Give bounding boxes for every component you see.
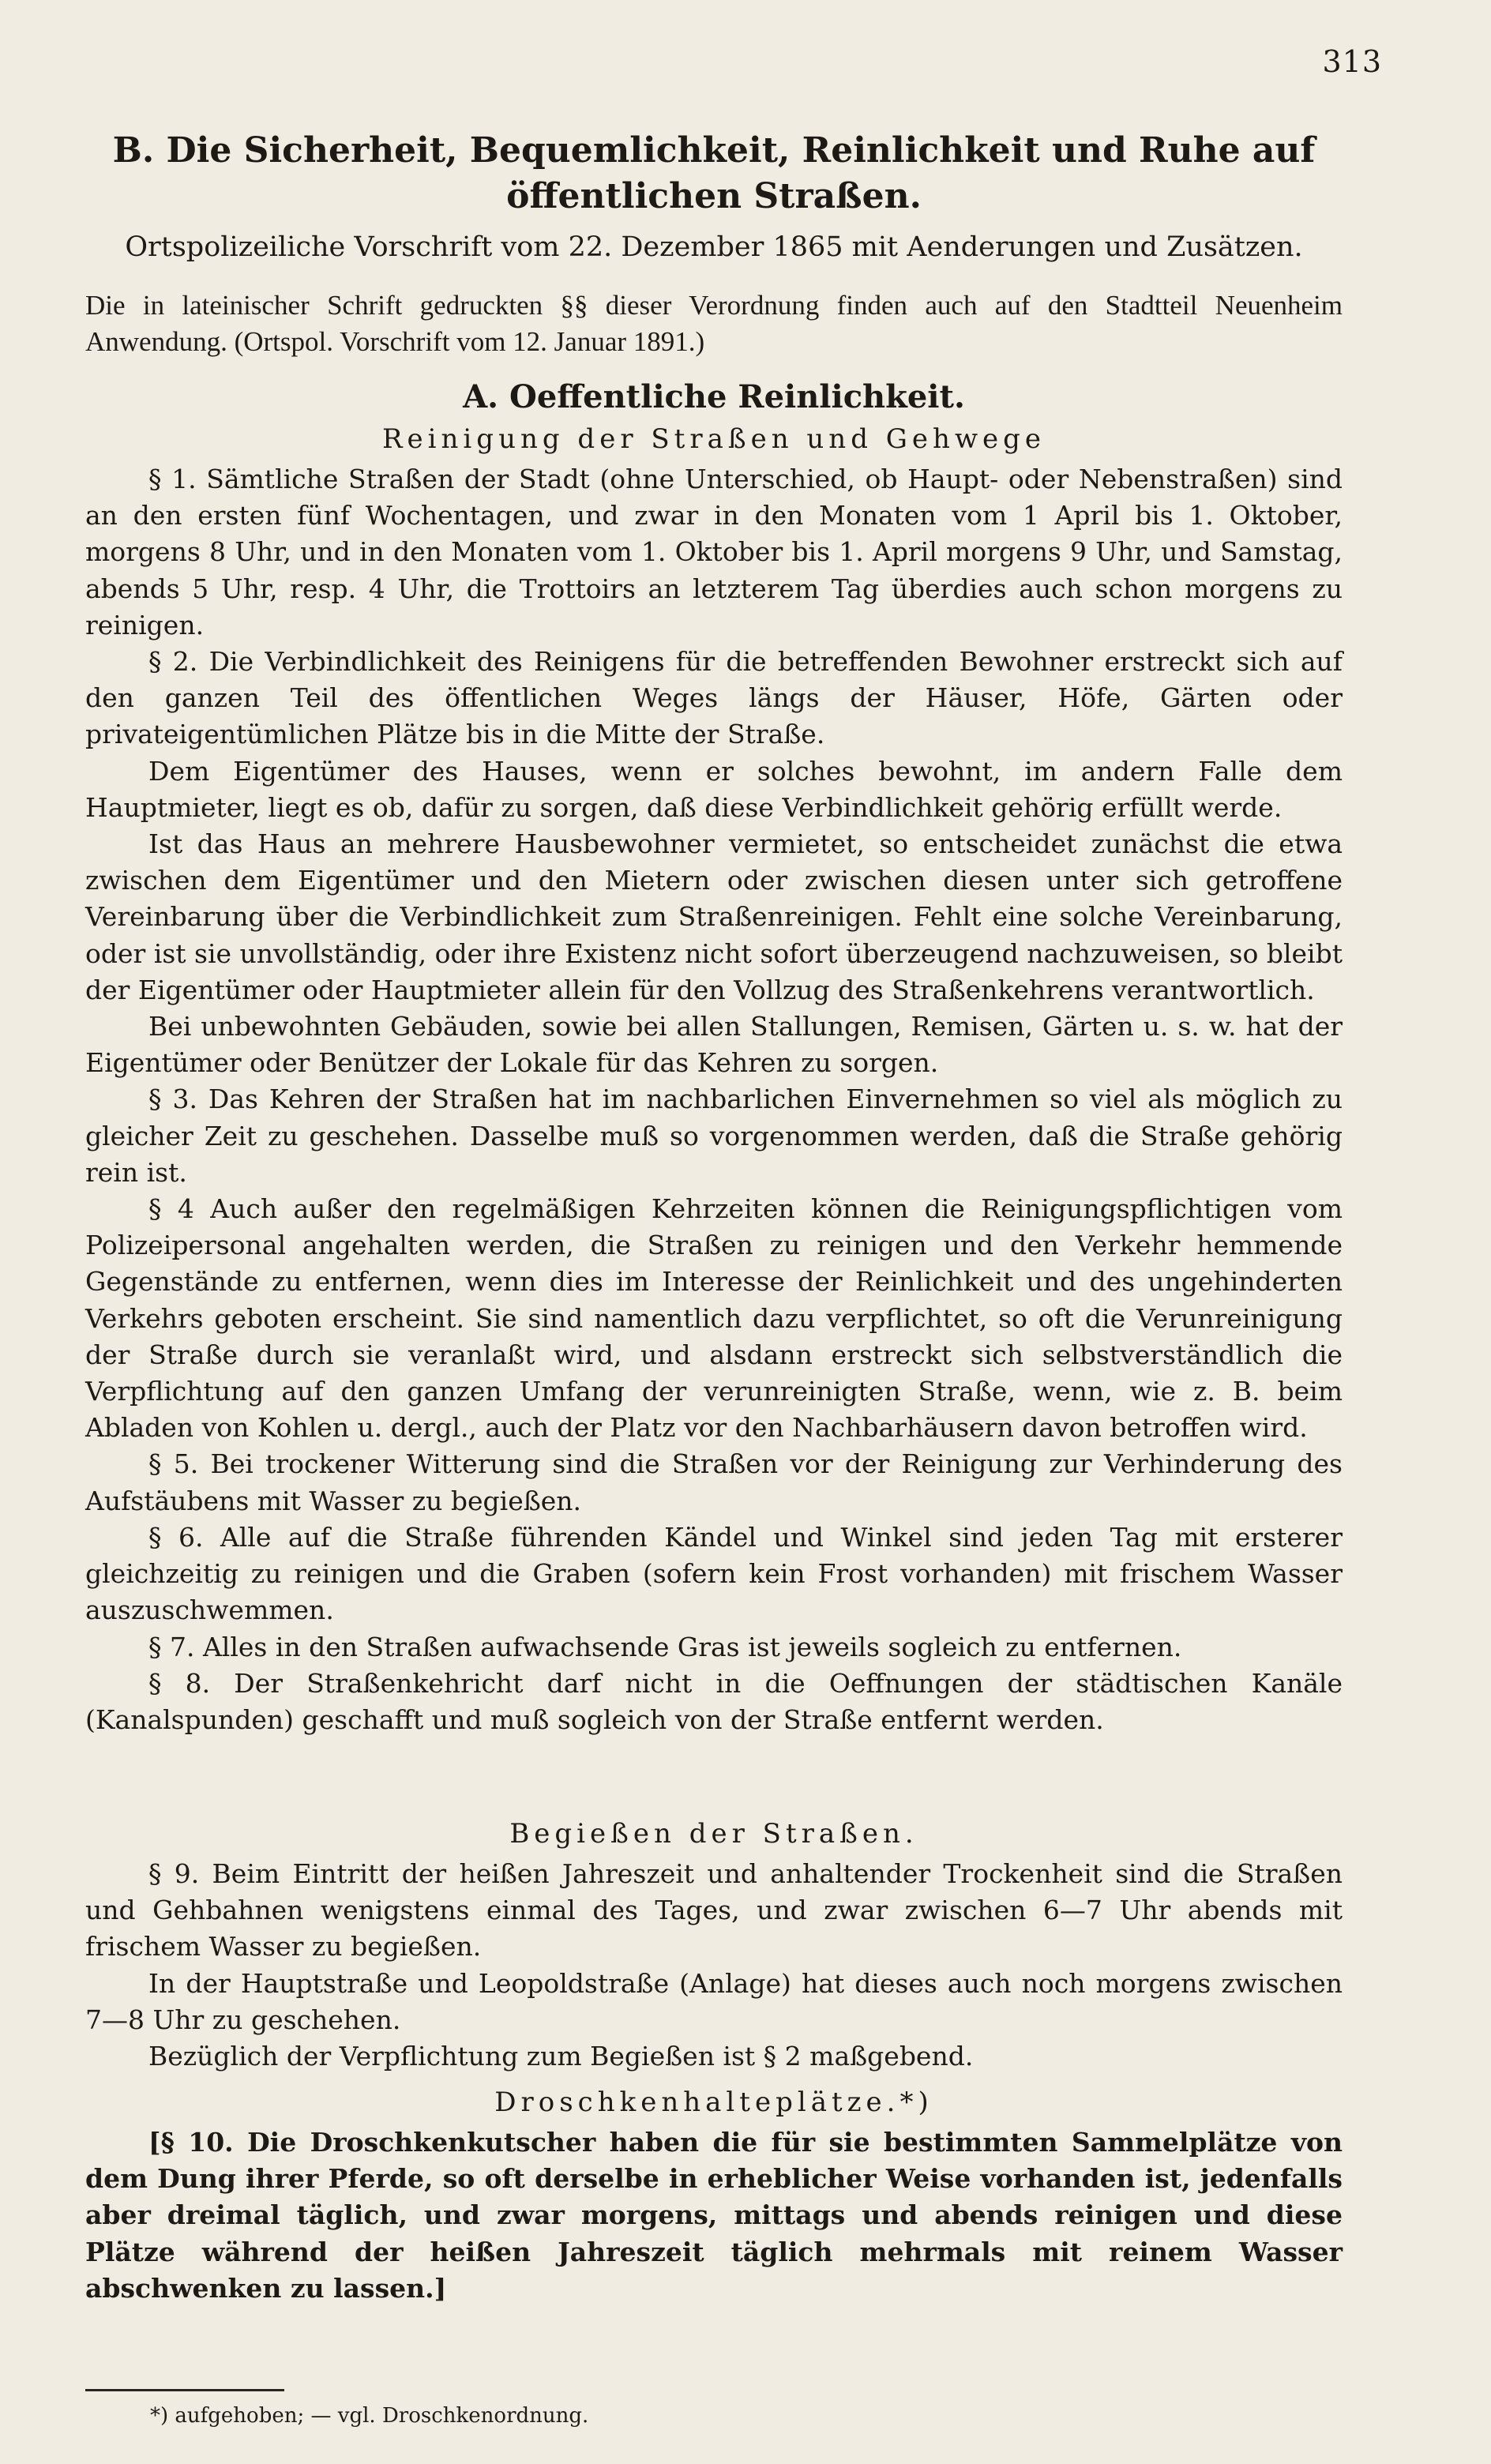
watering-section-body	[85, 1856, 1343, 2075]
paragraph-7: § 7. Alles in den Straßen aufwachsende Gras ist jeweils sogleich zu entfernen.	[148, 1631, 1182, 1662]
paragraph-8: § 8. Der Straßenkehricht darf nicht in die Oeffnungen der städtischen Kanäle (Kanalspunden) geschafft und muß sogleich von der Straße entfernt werden.	[85, 1667, 1343, 1735]
section-title-line2: öffentlichen Straßen.	[506, 176, 922, 216]
paragraph-1: § 1. Sämtliche Straßen der Stadt (ohne Unterschied, ob Haupt- oder Nebenstraßen) sind an den ersten fünf Wochentagen, und zwar in den Monaten vom 1 April bis 1. Oktober, morgens 8 Uhr, und in den Monaten vom 1. Oktober bis 1. April morgens 9 Uhr, und Samstag, abends 5 Uhr, resp. 4 Uhr, die Trottoirs an letzterem Tag überdies auch schon morgens zu reinigen.	[85, 464, 1343, 640]
ordinance-reference: Ortspolizeiliche Vorschrift vom 22. Dezember 1865 mit Aenderungen und Zusätzen.	[125, 231, 1303, 263]
heading-street-cleaning: Reinigung der Straßen und Gehwege	[381, 423, 1046, 455]
paragraph-9c: Bezüglich der Verpflichtung zum Begießen ist § 2 maßgebend.	[148, 2041, 974, 2072]
cleaning-section-body	[85, 461, 1343, 1738]
section-heading	[85, 128, 1343, 220]
paragraph-4: § 4 Auch außer den regelmäßigen Kehrzeiten können die Reinigungspflichtigen vom Polizeipersonal angehalten werden, die Straßen zu reinigen und den Verkehr hemmende Gegenstände zu entfernen, wenn dies im Interesse der Reinlichkeit und des ungehinderten Verkehrs geboten erscheint. Sie sind namentlich dazu verpflichtet, so oft die Verunreinigung der Straße durch sie veranlaßt wird, und alsdann erstreckt sich selbstverständlich die Verpflichtung auf den ganzen Umfang der verunreinigten Straße, wenn, wie z. B. beim Abladen von Kohlen u. dergl., auch der Platz vor den Nachbarhäusern davon betroffen wird.	[85, 1193, 1343, 1444]
heading-watering: Begießen der Straßen.	[509, 1818, 918, 1850]
paragraph-6: § 6. Alle auf die Straße führenden Kändel und Winkel sind jeden Tag mit ersterer gleichzeitig zu reinigen und die Graben (sofern kein Frost vorhanden) mit frischem Wasser auszuschwemmen.	[85, 1521, 1343, 1626]
paragraph-2d: Bei unbewohnten Gebäuden, sowie bei allen Stallungen, Remisen, Gärten u. s. w. hat der Eigentümer oder Benützer der Lokale für das Kehren zu sorgen.	[85, 1011, 1343, 1079]
paragraph-2b: Dem Eigentümer des Hauses, wenn er solches bewohnt, im andern Falle dem Hauptmieter, liegt es ob, dafür zu sorgen, daß diese Verbindlichkeit gehörig erfüllt werde.	[85, 755, 1343, 823]
paragraph-9: § 9. Beim Eintritt der heißen Jahreszeit und anhaltender Trockenheit sind die Straßen und Gehbahnen wenigstens einmal des Tages, und zwar zwischen 6—7 Uhr abends mit frischem Wasser zu begießen.	[85, 1858, 1343, 1963]
section-letter: B.	[112, 130, 155, 171]
section-title-line1: B. Die Sicherheit, Bequemlichkeit, Reinlichkeit und Ruhe auf	[112, 130, 1316, 171]
footnote: *) aufgehoben; — vgl. Droschkenordnung.	[150, 2404, 589, 2428]
subsection-heading-a: A. Oeffentliche Reinlichkeit.	[463, 378, 965, 415]
paragraph-10: [§ 10. Die Droschkenkutscher haben die für sie bestimmten Sammelplätze von dem Dung ihrer Pferde, so oft derselbe in erheblicher Weise vorhanden ist, jedenfalls aber dreimal täglich, und zwar morgens, mittags und abends reinigen und diese Plätze während der heißen Jahreszeit täglich mehrmals mit reinem Wasser abschwenken zu lassen.]	[85, 2127, 1343, 2304]
paragraph-2: § 2. Die Verbindlichkeit des Reinigens für die betreffenden Bewohner erstreckt sich auf den ganzen Teil des öffentlichen Weges längs der Häuser, Höfe, Gärten oder privateigentümlichen Plätze bis in die Mitte der Straße.	[85, 646, 1343, 750]
footnote-divider	[85, 2389, 284, 2391]
paragraph-2c: Ist das Haus an mehrere Hausbewohner vermietet, so entscheidet zunächst die etwa zwischen dem Eigentümer und den Mietern oder zwischen diesen unter sich getroffene Vereinbarung über die Verbindlichkeit zum Straßenreinigen. Fehlt eine solche Vereinbarung, oder ist sie unvollständig, oder ihre Existenz nicht sofort überzeugend nachzuweisen, so bleibt der Eigentümer oder Hauptmieter allein für den Vollzug des Straßenkehrens verantwortlich.	[85, 828, 1343, 1005]
paragraph-5: § 5. Bei trockener Witterung sind die Straßen vor der Reinigung zur Verhinderung des Aufstäubens mit Wasser zu begießen.	[85, 1448, 1343, 1516]
heading-cab-stands: Droschkenhalteplätze.*)	[494, 2087, 933, 2118]
paragraph-9b: In der Hauptstraße und Leopoldstraße (Anlage) hat dieses auch noch morgens zwischen 7—8 Uhr zu geschehen.	[85, 1967, 1343, 2035]
page-number: 313	[1322, 44, 1382, 79]
latin-script-note: Die in lateinischer Schrift gedruckten §§ dieser Verordnung finden auch auf den Stadtteil Neuenheim Anwendung. (Ortspol. Vorschrift vom 12. Januar 1891.)	[85, 290, 1343, 357]
cab-stands-section-body	[85, 2124, 1343, 2307]
paragraph-3: § 3. Das Kehren der Straßen hat im nachbarlichen Einvernehmen so viel als möglich zu gleicher Zeit zu geschehen. Dasselbe muß so vorgenommen werden, daß die Straße gehörig rein ist.	[85, 1084, 1343, 1188]
